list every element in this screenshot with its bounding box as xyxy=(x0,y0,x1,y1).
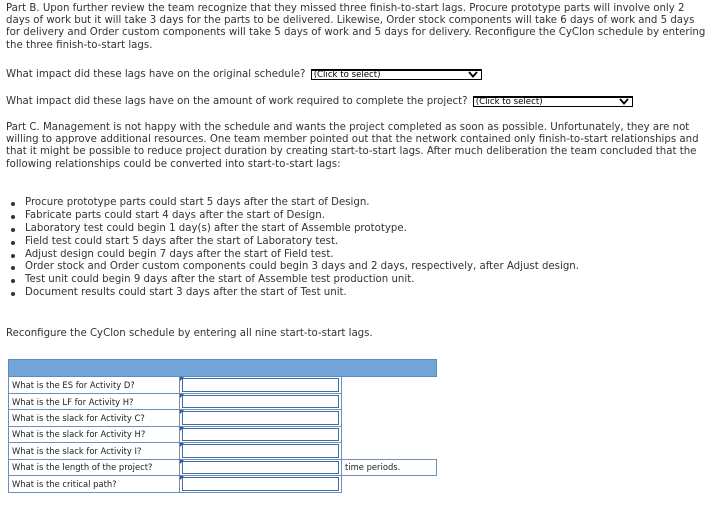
table-row xyxy=(9,459,437,475)
bullet-icon xyxy=(11,292,15,296)
answer-cell[interactable] xyxy=(180,459,342,475)
unit-label: time periods. xyxy=(342,459,437,475)
relationship-list xyxy=(6,197,579,300)
unit-label xyxy=(342,410,437,426)
table-row xyxy=(9,442,437,459)
answer-cell[interactable] xyxy=(180,426,342,442)
table-row xyxy=(9,394,437,410)
reconfigure-instruction: Reconfigure the CyClon schedule by entering all nine start-to-start lags. xyxy=(6,328,373,339)
answer-table xyxy=(8,359,437,493)
unit-label xyxy=(342,426,437,442)
unit-label xyxy=(342,377,437,394)
table-row xyxy=(9,426,437,442)
bullet-icon xyxy=(11,279,15,283)
table-row xyxy=(9,410,437,426)
answer-cell[interactable] xyxy=(180,394,342,410)
unit-label xyxy=(342,394,437,410)
question-original-schedule xyxy=(6,68,482,82)
select-value: (Click to select) xyxy=(475,96,543,107)
chevron-down-icon xyxy=(468,70,478,79)
cell-marker-icon xyxy=(180,377,184,381)
answer-cell[interactable] xyxy=(180,476,342,493)
answer-input[interactable] xyxy=(182,477,339,491)
bullet-icon xyxy=(11,202,15,206)
table-header-cell xyxy=(9,360,437,377)
answer-input[interactable] xyxy=(182,444,339,458)
work-required-impact-select[interactable] xyxy=(473,96,633,107)
list-item: Order stock and Order custom components could begin 3 days and 2 days, respectively, after Adjust design. xyxy=(6,261,579,274)
list-item: Field test could start 5 days after the start of Laboratory test. xyxy=(6,236,579,249)
cell-marker-icon xyxy=(180,427,184,431)
table-header xyxy=(9,360,437,377)
answer-cell[interactable] xyxy=(180,442,342,459)
bullet-icon xyxy=(11,228,15,232)
unit-label xyxy=(342,476,437,493)
cell-marker-icon xyxy=(180,394,184,398)
select-value: (Click to select) xyxy=(313,69,381,80)
question-work-required xyxy=(6,95,633,109)
cell-marker-icon xyxy=(180,460,184,464)
answer-input[interactable] xyxy=(182,411,339,424)
list-item: Laboratory test could begin 1 day(s) after the start of Assemble prototype. xyxy=(6,223,579,236)
question-label: What impact did these lags have on the amount of work required to complete the project? xyxy=(6,96,468,107)
answer-input[interactable] xyxy=(182,461,339,474)
row-label: What is the LF for Activity H? xyxy=(9,394,180,410)
table-row xyxy=(9,476,437,493)
chevron-down-icon xyxy=(619,97,629,106)
list-item: Procure prototype parts could start 5 days after the start of Design. xyxy=(6,197,579,210)
list-item: Test unit could begin 9 days after the start of Assemble test production unit. xyxy=(6,274,579,287)
answer-cell[interactable] xyxy=(180,377,342,394)
answer-input[interactable] xyxy=(182,395,339,408)
row-label: What is the slack for Activity H? xyxy=(9,426,180,442)
row-label: What is the critical path? xyxy=(9,476,180,493)
part-b-text: Part B. Upon further review the team recognize that they missed three finish-to-start lags. Procure prototype parts will involve only 2 days of work but it will take 3 days for the parts to be delivered. Likewise, Order stock components will take 6 days of work and 5 days for delivery and Order custom components will take 5 days of work and 5 days for delivery. Reconfigure the CyClon schedule by entering the three finish-to-start lags. xyxy=(6,3,706,51)
answer-input[interactable] xyxy=(182,378,339,392)
part-c-text: Part C. Management is not happy with the schedule and wants the project completed as soon as possible. Unfortunately, they are not willing to approve additional resources. One team member pointed out that the network contained only finish-to-start relationships and that it might be possible to reduce project duration by creating start-to-start lags. After much deliberation the team concluded that the following relationships could be converted into start-to-start lags: xyxy=(6,122,699,170)
answer-cell[interactable] xyxy=(180,410,342,426)
cell-marker-icon xyxy=(180,443,184,447)
row-label: What is the slack for Activity I? xyxy=(9,442,180,459)
bullet-icon xyxy=(11,266,15,270)
bullet-icon xyxy=(11,215,15,219)
bullet-icon xyxy=(11,254,15,258)
answer-input[interactable] xyxy=(182,428,339,441)
list-item: Fabricate parts could start 4 days after the start of Design. xyxy=(6,210,579,223)
table-row xyxy=(9,377,437,394)
bullet-icon xyxy=(11,241,15,245)
row-label: What is the ES for Activity D? xyxy=(9,377,180,394)
list-item: Adjust design could begin 7 days after the start of Field test. xyxy=(6,249,579,262)
original-schedule-impact-select[interactable] xyxy=(311,69,482,80)
list-item: Document results could start 3 days after the start of Test unit. xyxy=(6,287,579,300)
row-label: What is the slack for Activity C? xyxy=(9,410,180,426)
unit-label xyxy=(342,442,437,459)
cell-marker-icon xyxy=(180,476,184,480)
row-label: What is the length of the project? xyxy=(9,459,180,475)
cell-marker-icon xyxy=(180,410,184,414)
question-label: What impact did these lags have on the original schedule? xyxy=(6,69,306,80)
